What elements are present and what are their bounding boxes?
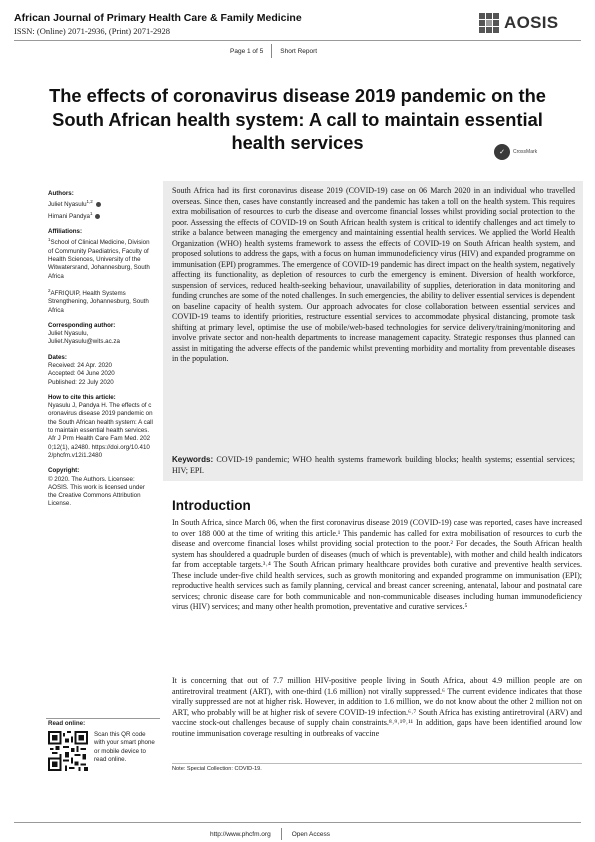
header-rule: [14, 40, 581, 41]
copyright-heading: Copyright:: [48, 467, 80, 475]
page-footer: [210, 828, 330, 840]
article-type: Short Report: [280, 47, 318, 55]
author-2: Himani Pandya$^1$: [48, 210, 154, 221]
dates-heading: Dates:: [48, 353, 67, 361]
crossmark-label: CrossMark: [513, 149, 538, 155]
divider: [271, 44, 272, 58]
aosis-logo-icon: [478, 12, 500, 34]
orcid-icon[interactable]: [96, 202, 101, 207]
article-sidebar: [48, 190, 154, 516]
copyright-text: © 2020. The Authors. Licensee: AOSIS. This work is licensed under the Creative Commons Attribution License.: [48, 475, 145, 508]
abstract-text: South Africa had its first coronavirus disease 2019 (COVID-19) case on 06 March 2020 in an individual who travelled overseas. Since then, cases have constantly increased and the pandemic has taken a toll on the health system. This requires extra mobilisation of resources to curb the disease and overcome financial losses whilst providing social protection to the poor. Assessing the effects of COVID-19 on South African health system is critical to identify challenges and act timely to strike a balance between managing the emergency and maintaining essential health services. We applied the World Health Organization (WHO) health systems framework to assess the effects of COVID-19 on South African health system, and proposed solutions to address the gaps, with a focus on human immunodeficiency virus (HIV) and expanded programme on immunisation (EPI) programmes. The emergence of COVID-19 pandemic has direct impact on the health system, negatively affecting its functionality, as depletion of resources to curb the emergency is eminent. Diversion of health workforce, suspension of services, reduced health-seeking behaviour, unavailability of supplies, deterioration in data monitoring and funding crunches are some of the noted challenges. In such emergencies, the ability to deliver essential services is dependent on baseline capacity of health system. Our approach advocates for close collaboration between essential services and COVID-19 teams to identify priorities, restructure essential services to accommodate physical distancing, promote task shifting at primary level, optimise the use of mobile/web-based technologies for service delivery/training/monitoring and involve private sector and non-health departments to increase management capacity. Strategic responses thus planned can assist in mitigating the adverse effects of the pandemic whilst preventing morbidity and mortality from preventable diseases in the population.: [172, 186, 575, 363]
page-info-bar: [230, 44, 317, 58]
divider: [281, 828, 282, 840]
received-date: Received: 24 Apr. 2020: [48, 362, 112, 369]
section-heading: Introduction: [172, 498, 251, 513]
corresponding-email[interactable]: Juliet.Nyasulu@wits.ac.za: [48, 338, 120, 346]
crossmark-button[interactable]: [494, 144, 537, 160]
authors-heading: Authors:: [48, 190, 74, 197]
affiliation-2: $^2$AFRIQUIP, Health Systems Strengthening, Johannesburg, South Africa: [48, 287, 149, 314]
journal-title: African Journal of Primary Health Care & Family Medicine: [14, 12, 302, 24]
page-number: Page 1 of 5: [230, 47, 264, 55]
intro-paragraph-1: In South Africa, since March 06, when the first coronavirus disease 2019 (COVID-19) case was reported, cases have increased to over 188 000 at the time of writing this article.¹ This pandemic has called for extra mobilisation of resources to curb the disease and overcome financial loses whilst providing social protection to the poor.² For decades, the South African health system has shouldered a quadruple burden of diseases (much of which is preventable), with mother and child health indicators far from acceptable targets.³˒⁴ The South African primary healthcare provides both curative and preventive health services. These include under-five child health services, such as growth monitoring and expanded programme on immunisation (EPI); reproductive health services such as family planning, cervical and breast cancer screening, antenatal, labour and postnatal care services; chronic disease care for both communicable and non-communicable diseases including human immunodeficiency virus (HIV) services; and many other health promotion, preventative and curative services.⁵: [172, 518, 582, 611]
read-online-heading: Read online:: [48, 720, 86, 727]
accepted-date: Accepted: 04 June 2020: [48, 370, 115, 378]
collection-note: Note: Special Collection: COVID-19.: [172, 766, 262, 772]
qr-code-icon[interactable]: [48, 731, 88, 771]
footer-rule: [14, 822, 581, 823]
issn: ISSN: (Online) 2071-2936, (Print) 2071-2928: [14, 26, 171, 36]
keywords-text: COVID-19 pandemic; WHO health systems framework building blocks; health systems; essential services; HIV; EPI.: [172, 455, 575, 475]
note-rule: [172, 763, 582, 764]
affiliation-1: $^1$School of Clinical Medicine, Division of Community Paediatrics, Faculty of Health Sciences, University of the Witwatersrand, Johannesburg, South Africa: [48, 237, 150, 280]
corresponding-name: Juliet Nyasulu,: [48, 330, 89, 338]
intro-paragraph-2: It is concerning that out of 7.7 million HIV-positive people living in South Africa, about 4.9 million people are on antiretroviral treatment (ART), with one-third (1.6 million) not virally suppressed.⁶ The current evidence indicates that those virally suppressed are not at higher risk. However, in addition to 1.6 million, we do not know about the other 2 million not on ART, who probably will be at higher risk of severe COVID-19 infection.⁶˒⁷ South Africa has existing antiretroviral (ARV) and vaccine stock-out challenges because of supply chain constraints.⁸˒⁹˒¹⁰˒¹¹ In addition, gaps have been identified around low routine immunisation coverage resulting in outbreaks of vaccine: [172, 676, 582, 738]
corresponding-heading: Corresponding author:: [48, 321, 116, 329]
author-1: Juliet Nyasulu$^{1,2}$: [48, 198, 154, 209]
publisher-logo[interactable]: [478, 12, 558, 34]
open-access-label: Open Access: [291, 830, 331, 838]
affiliations-heading: Affiliations:: [48, 228, 83, 236]
keywords-label: Keywords:: [172, 455, 214, 464]
crossmark-icon: ✓: [494, 144, 510, 160]
logo-text: AOSIS: [504, 13, 559, 32]
cite-heading: How to cite this article:: [48, 393, 116, 401]
journal-url[interactable]: http://www.phcfm.org: [210, 830, 271, 838]
orcid-icon[interactable]: [95, 214, 100, 219]
keywords: [172, 455, 575, 476]
read-online-panel: [48, 720, 158, 763]
published-date: Published: 22 July 2020: [48, 378, 114, 386]
read-online-text: Scan this QR code with your smart phone or mobile device to read online.: [94, 731, 155, 763]
citation: Nyasulu J, Pandya H. The effects of coronavirus disease 2019 pandemic on the South African health system: A call to maintain essential health services. Afr J Prm Health Care Fam Med. 2020;12(1), a2480. https://doi.org/10.4102/phcfm.v12i1.2480: [48, 402, 153, 459]
article-title: The effects of coronavirus disease 2019 pandemic on the South African health system: A call to maintain essential health services: [49, 85, 546, 153]
